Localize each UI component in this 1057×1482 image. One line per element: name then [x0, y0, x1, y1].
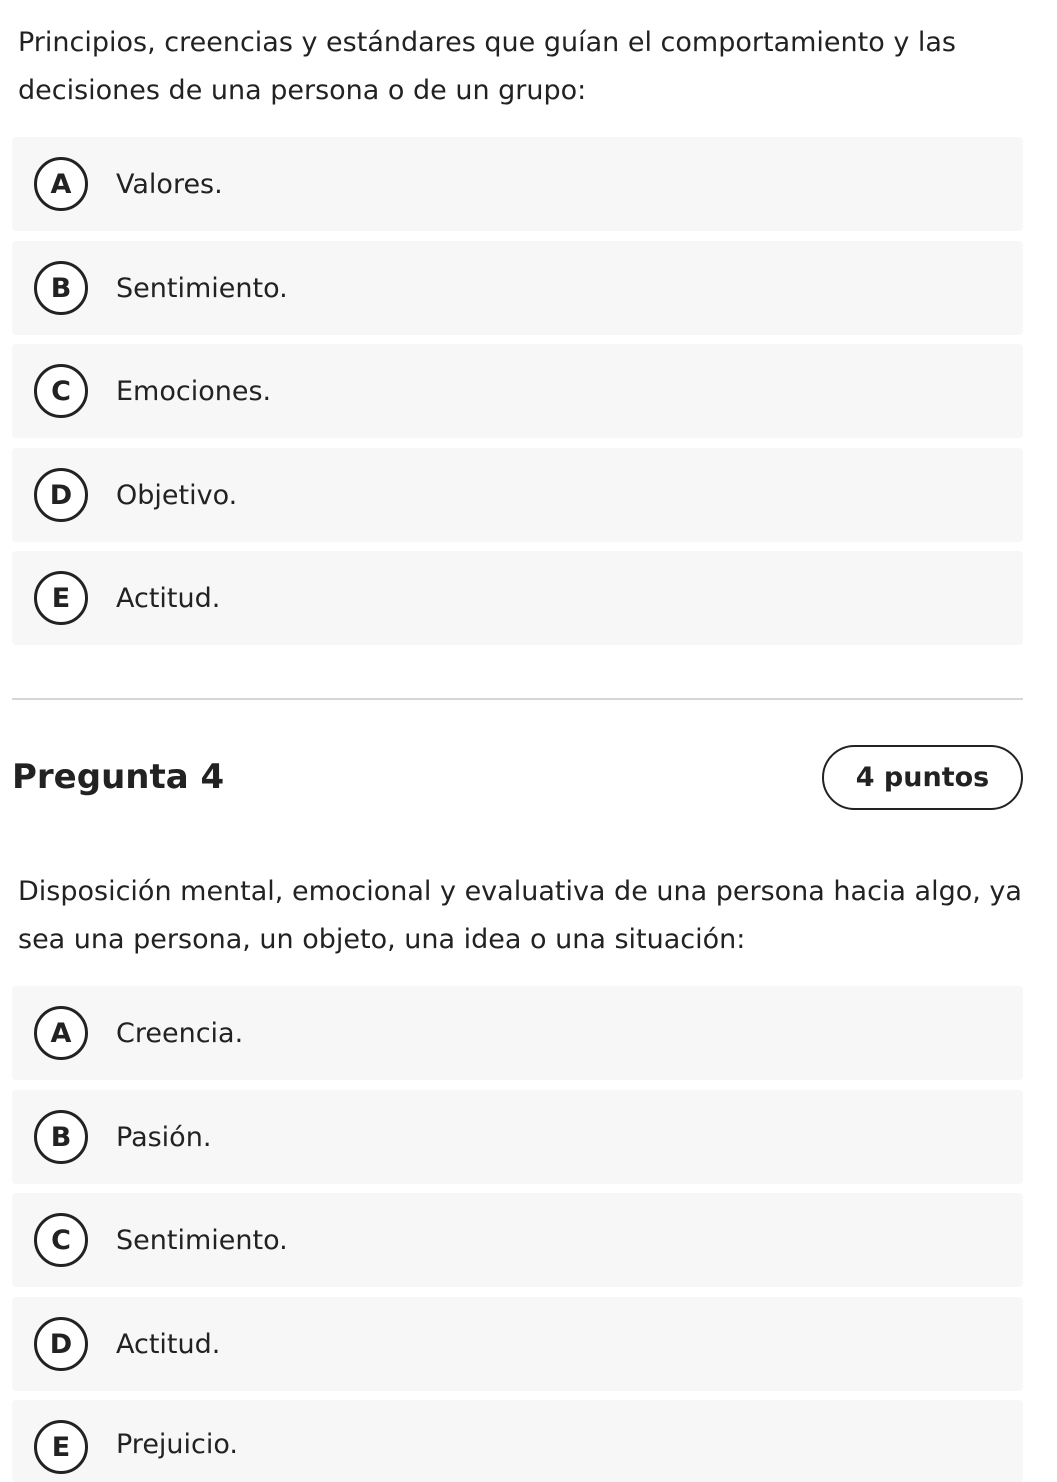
question-divider	[12, 698, 1023, 700]
option-label: Pasión.	[116, 1121, 212, 1153]
option-letter-badge: D	[34, 468, 88, 522]
question-3-option-a[interactable]	[12, 137, 1023, 231]
option-label: Valores.	[116, 168, 223, 200]
option-label: Creencia.	[116, 1017, 244, 1049]
option-label: Actitud.	[116, 1328, 221, 1360]
option-label: Prejuicio.	[116, 1429, 239, 1460]
question-4-option-d[interactable]	[12, 1297, 1023, 1391]
points-badge: 4 puntos	[822, 745, 1023, 810]
option-letter-badge: A	[34, 1006, 88, 1060]
option-label: Sentimiento.	[116, 272, 288, 304]
option-letter-badge: E	[34, 1420, 88, 1474]
option-letter-badge: E	[34, 571, 88, 625]
question-3-option-d[interactable]	[12, 448, 1023, 542]
option-letter-badge: C	[34, 364, 88, 418]
question-4-option-c[interactable]	[12, 1193, 1023, 1287]
question-4-option-b[interactable]	[12, 1090, 1023, 1184]
question-4-prompt: Disposición mental, emocional y evaluativa de una persona hacia algo, ya sea una persona, un objeto, una idea o una situación:	[18, 876, 1022, 955]
option-letter-badge: B	[34, 261, 88, 315]
option-letter-badge: C	[34, 1213, 88, 1267]
option-label: Actitud.	[116, 582, 221, 614]
question-3-option-b[interactable]	[12, 241, 1023, 335]
option-label: Sentimiento.	[116, 1224, 288, 1256]
option-letter-badge: D	[34, 1317, 88, 1371]
option-letter-badge: A	[34, 157, 88, 211]
question-3-option-c[interactable]	[12, 344, 1023, 438]
question-3-option-e[interactable]	[12, 551, 1023, 645]
question-3-prompt: Principios, creencias y estándares que guían el comportamiento y las decisiones de una persona o de un grupo:	[18, 27, 956, 106]
question-4-option-e[interactable]	[12, 1400, 1023, 1482]
option-letter-badge: B	[34, 1110, 88, 1164]
option-label: Objetivo.	[116, 479, 238, 511]
question-4-title: Pregunta 4	[12, 757, 225, 797]
question-4-option-a[interactable]	[12, 986, 1023, 1080]
option-label: Emociones.	[116, 375, 272, 407]
